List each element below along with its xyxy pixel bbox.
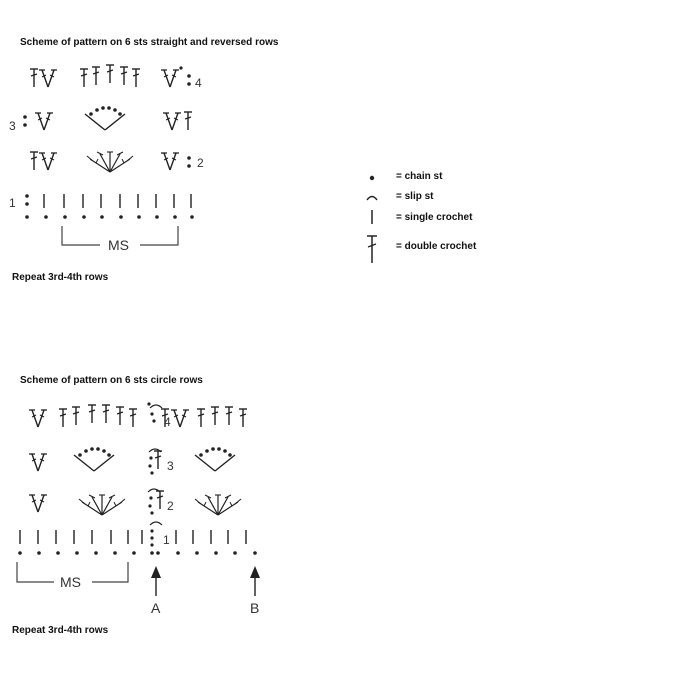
scheme2-row2 — [29, 489, 241, 515]
marker-b-label: B — [250, 600, 260, 616]
legend-chain-label: = chain st — [396, 171, 443, 182]
scheme2-row4-number: 4 — [164, 415, 171, 429]
scheme2-title: Scheme of pattern on 6 sts circle rows — [20, 375, 203, 386]
scheme1-row1-number: 1 — [9, 196, 16, 210]
legend — [367, 176, 377, 263]
scheme1-title: Scheme of pattern on 6 sts straight and reversed rows — [20, 37, 279, 48]
marker-a-arrow — [151, 566, 161, 596]
scheme1-row3 — [23, 106, 192, 130]
scheme1-row4-number: 4 — [195, 76, 202, 90]
scheme2-row1-number: 1 — [163, 533, 170, 547]
scheme2-foundation-chain — [18, 551, 257, 555]
scheme2-diagram — [17, 402, 260, 616]
scheme1-repeat-note: Repeat 3rd-4th rows — [12, 272, 109, 283]
scheme2-row1 — [20, 522, 246, 547]
scheme2-row2-number: 2 — [167, 499, 174, 513]
legend-single-crochet-label: = single crochet — [396, 212, 473, 223]
scheme2-row3 — [29, 447, 235, 474]
scheme2-repeat-note: Repeat 3rd-4th rows — [12, 625, 109, 636]
scheme1-ms-label: MS — [108, 237, 129, 253]
scheme1-foundation-chain — [25, 215, 194, 219]
scheme2-row3-number: 3 — [167, 459, 174, 473]
legend-double-crochet-label: = double crochet — [396, 241, 477, 252]
scheme2-ms-label: MS — [60, 574, 81, 590]
scheme1-row4 — [30, 65, 191, 87]
marker-b-arrow — [250, 566, 260, 596]
scheme1-row2 — [30, 152, 191, 172]
scheme1-row1 — [25, 194, 191, 208]
marker-a-label: A — [151, 600, 161, 616]
legend-slip-label: = slip st — [396, 191, 434, 202]
scheme1-row3-number: 3 — [9, 119, 16, 133]
slip-icon — [367, 197, 377, 201]
scheme2-row4 — [29, 402, 247, 427]
scheme1-row2-number: 2 — [197, 156, 204, 170]
chain-icon — [370, 176, 374, 180]
scheme1-diagram — [9, 65, 204, 253]
double-crochet-icon — [367, 236, 377, 263]
